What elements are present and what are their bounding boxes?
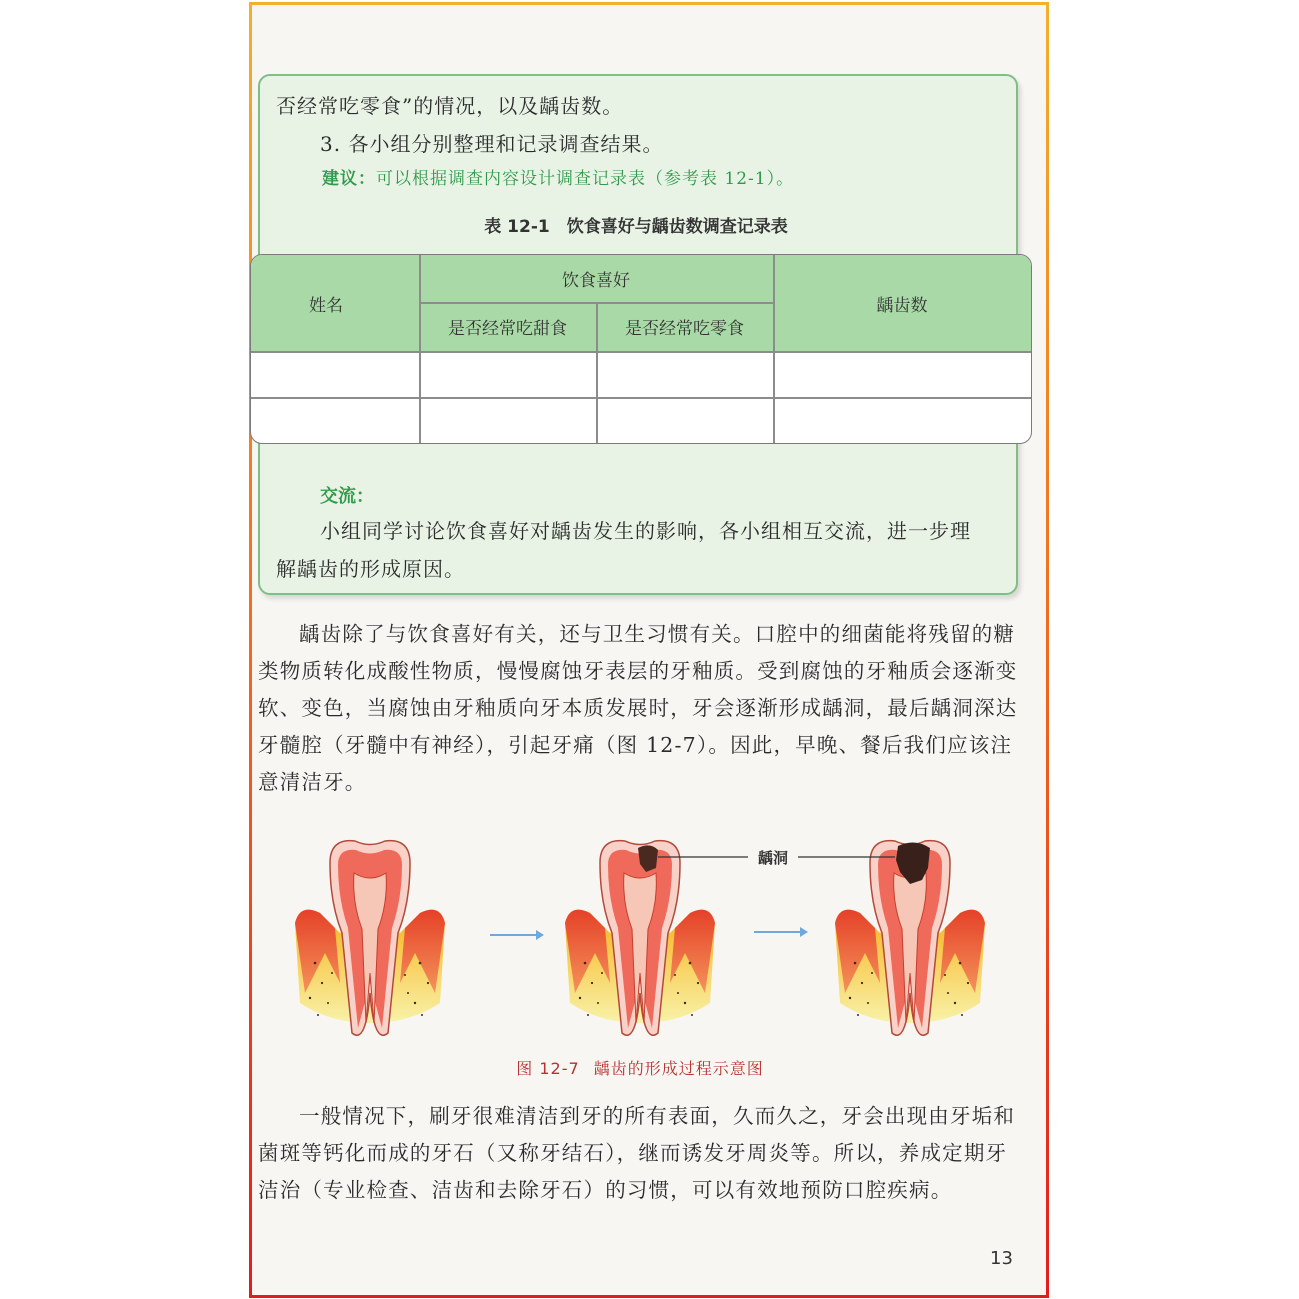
activity-line: 否经常吃零食”的情况，以及龋齿数。 (276, 94, 624, 118)
table-cell (773, 398, 1031, 443)
exchange-label: 交流： (320, 486, 374, 507)
paragraph-dental-cleaning: 一般情况下，刷牙很难清洁到牙的所有表面，久而久之，牙会出现由牙垢和菌斑等钙化而成的牙石（又称牙结石），继而诱发牙周炎等。所以，养成定期牙洁治（专业检查、洁齿和去除牙石）的习惯，可以有效地预防口腔疾病。 (258, 1104, 1016, 1202)
figure-caption (490, 1056, 790, 1079)
paragraph-caries-causes: 龋齿除了与饮食喜好有关，还与卫生习惯有关。口腔中的细菌能将残留的糖类物质转化成酸性物质，慢慢腐蚀牙表层的牙釉质。受到腐蚀的牙釉质会逐渐变软、变色，当腐蚀由牙釉质向牙本质发展时，牙会逐渐形成龋洞，最后龋洞深达牙髓腔（牙髓中有神经），引起牙痛（图 12-7）。因此，早晚、餐后我们应该注意清洁牙。 (258, 622, 1018, 794)
table-cell (419, 398, 596, 443)
activity-step-3: 3. 各小组分别整理和记录调查结果。 (320, 132, 664, 156)
exchange-text: 小组同学讨论饮食喜好对龋齿发生的影响，各小组相互交流，进一步理 (320, 519, 971, 543)
suggestion-label: 建议： (322, 169, 376, 189)
header-caries: 龋齿数 (876, 295, 928, 316)
cavity-label: 龋洞 (758, 849, 789, 867)
page-number: 13 (990, 1248, 1013, 1269)
table-cell (251, 352, 419, 397)
table-cell (596, 398, 773, 443)
suggestion-text: 可以根据调查内容设计调查记录表（参考表 12-1）。 (376, 169, 795, 189)
table-cell (773, 352, 1031, 397)
header-preference: 饮食喜好 (562, 271, 630, 291)
exchange-text-cont: 解龋齿的形成原因。 (276, 557, 465, 581)
arrow-right-icon (490, 930, 544, 940)
table-cell (251, 398, 419, 443)
table-title: 表 12-1 饮食喜好与龋齿数调查记录表 (484, 217, 788, 237)
survey-table (250, 254, 1032, 444)
tooth-decay-figure (270, 828, 1030, 1050)
figure-caption-text: 龋齿的形成过程示意图 (593, 1059, 764, 1078)
table-cell (596, 352, 773, 397)
header-name: 姓名 (309, 295, 343, 316)
header-snacks: 是否经常吃零食 (625, 319, 744, 339)
header-sweets: 是否经常吃甜食 (448, 319, 567, 339)
table-cell (419, 352, 596, 397)
arrow-right-icon (754, 927, 808, 937)
figure-number: 图 12-7 (516, 1059, 580, 1078)
suggestion (322, 164, 794, 189)
